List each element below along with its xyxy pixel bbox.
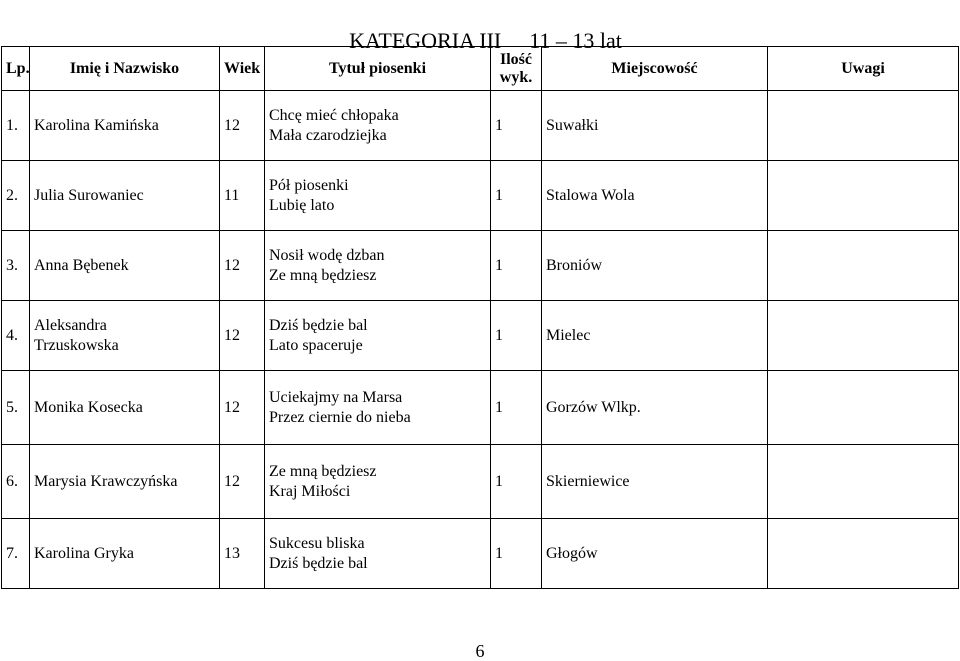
song-title: Chcę mieć chłopaka [269, 106, 399, 124]
cell-name [30, 161, 220, 231]
table-row [2, 231, 959, 301]
table-header-row [2, 47, 959, 91]
cell-count: 1 [491, 91, 542, 161]
cell-count: 1 [491, 519, 542, 589]
cell-age: 13 [220, 519, 265, 589]
cell-notes [768, 231, 959, 301]
cell-lp: 2. [2, 161, 30, 231]
song-title: Kraj Miłości [269, 482, 351, 500]
cell-notes [768, 91, 959, 161]
song-title: Lato spaceruje [269, 336, 363, 354]
name-line: Anna Bębenek [34, 256, 129, 274]
header-notes: Uwagi [768, 47, 959, 91]
song-title: Uciekajmy na Marsa [269, 388, 403, 406]
name-line: Aleksandra [34, 316, 107, 334]
cell-place: Skierniewice [542, 445, 768, 519]
header-song: Tytuł piosenki [265, 47, 491, 91]
cell-notes [768, 445, 959, 519]
category-title: KATEGORIA III [349, 28, 502, 53]
cell-notes [768, 301, 959, 371]
cell-age: 12 [220, 445, 265, 519]
cell-age: 12 [220, 231, 265, 301]
cell-name [30, 371, 220, 445]
cell-lp: 7. [2, 519, 30, 589]
table-row [2, 371, 959, 445]
header-name: Imię i Nazwisko [30, 47, 220, 91]
name-line: Trzuskowska [34, 336, 119, 354]
table-row [2, 161, 959, 231]
table-row [2, 301, 959, 371]
song-title: Mała czarodziejka [269, 126, 387, 144]
header-count [491, 47, 542, 91]
cell-lp: 1. [2, 91, 30, 161]
name-line: Marysia Krawczyńska [34, 472, 178, 490]
cell-place: Mielec [542, 301, 768, 371]
cell-notes [768, 519, 959, 589]
song-title: Lubię lato [269, 196, 335, 214]
song-title: Przez ciernie do nieba [269, 408, 411, 426]
cell-lp: 4. [2, 301, 30, 371]
cell-name [30, 91, 220, 161]
cell-songs [265, 231, 491, 301]
song-title: Ze mną będziesz [269, 266, 377, 284]
cell-age: 12 [220, 301, 265, 371]
name-line: Karolina Gryka [34, 544, 134, 562]
page-title [0, 0, 960, 53]
cell-songs [265, 301, 491, 371]
name-line: Monika Kosecka [34, 398, 143, 416]
song-title: Dziś będzie bal [269, 554, 368, 572]
cell-count: 1 [491, 371, 542, 445]
song-title: Ze mną będziesz [269, 462, 377, 480]
cell-age: 11 [220, 161, 265, 231]
header-age: Wiek [220, 47, 265, 91]
cell-songs [265, 371, 491, 445]
cell-place: Stalowa Wola [542, 161, 768, 231]
cell-age: 12 [220, 91, 265, 161]
song-title: Pół piosenki [269, 176, 349, 194]
cell-lp: 6. [2, 445, 30, 519]
cell-songs [265, 519, 491, 589]
header-count-line2: wyk. [499, 68, 533, 86]
header-place: Miejscowość [542, 47, 768, 91]
cell-place: Broniów [542, 231, 768, 301]
cell-place: Suwałki [542, 91, 768, 161]
participants-table [1, 46, 959, 589]
cell-name [30, 519, 220, 589]
cell-lp: 5. [2, 371, 30, 445]
cell-songs [265, 445, 491, 519]
song-title: Nosił wodę dzban [269, 246, 385, 264]
cell-lp: 3. [2, 231, 30, 301]
cell-notes [768, 371, 959, 445]
header-lp: Lp. [2, 47, 30, 91]
table-row [2, 91, 959, 161]
name-line: Karolina Kamińska [34, 116, 159, 134]
name-line: Julia Surowaniec [34, 186, 144, 204]
cell-count: 1 [491, 161, 542, 231]
cell-name [30, 231, 220, 301]
cell-name [30, 301, 220, 371]
song-title: Sukcesu bliska [269, 534, 365, 552]
song-title: Dziś będzie bal [269, 316, 368, 334]
page-number: 6 [475, 641, 485, 661]
cell-count: 1 [491, 231, 542, 301]
header-count-line1: Ilość [500, 50, 532, 68]
cell-count: 1 [491, 445, 542, 519]
cell-age: 12 [220, 371, 265, 445]
age-range: 11 – 13 lat [529, 28, 622, 53]
cell-name [30, 445, 220, 519]
cell-songs [265, 91, 491, 161]
cell-songs [265, 161, 491, 231]
table-row [2, 445, 959, 519]
cell-count: 1 [491, 301, 542, 371]
cell-notes [768, 161, 959, 231]
table-row [2, 519, 959, 589]
cell-place: Głogów [542, 519, 768, 589]
cell-place: Gorzów Wlkp. [542, 371, 768, 445]
